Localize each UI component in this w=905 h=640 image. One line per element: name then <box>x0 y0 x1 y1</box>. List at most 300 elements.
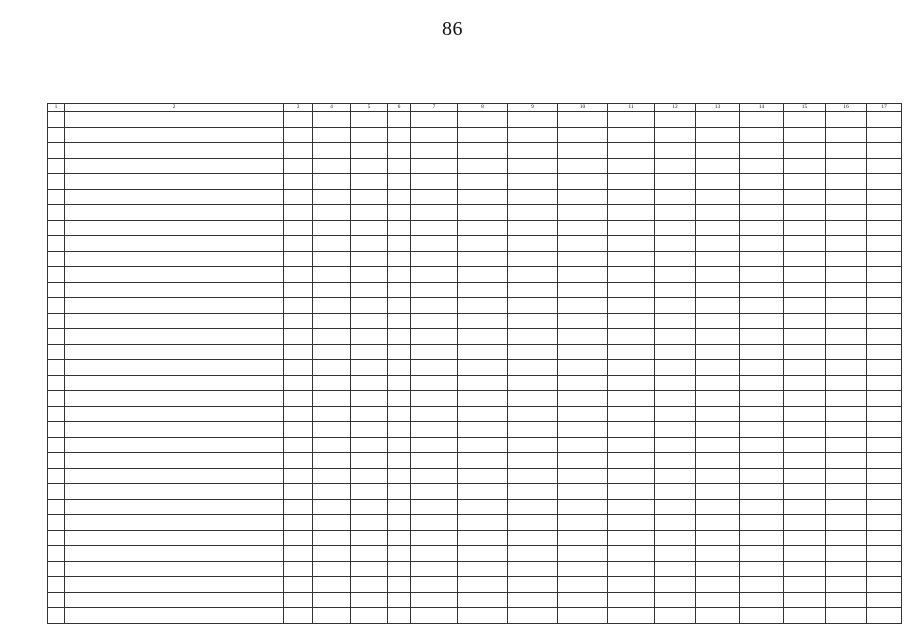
table-cell <box>608 391 655 407</box>
table-cell <box>508 468 558 484</box>
table-cell <box>826 375 867 391</box>
table-cell <box>608 251 655 267</box>
table-cell <box>65 236 284 252</box>
table-cell <box>696 158 740 174</box>
table-cell <box>655 344 696 360</box>
table-cell <box>458 391 508 407</box>
table-cell <box>608 112 655 128</box>
page-number: 86 <box>442 18 463 40</box>
table-cell <box>696 174 740 190</box>
table-cell <box>388 422 411 438</box>
table-cell <box>508 220 558 236</box>
table-cell <box>696 143 740 159</box>
table-cell <box>826 313 867 329</box>
table-cell <box>48 267 65 283</box>
table-cell <box>458 561 508 577</box>
table-cell <box>558 205 608 221</box>
table-cell <box>284 189 313 205</box>
table-cell <box>558 406 608 422</box>
table-cell <box>313 375 351 391</box>
table-cell <box>655 174 696 190</box>
table-cell <box>508 282 558 298</box>
table-cell <box>655 561 696 577</box>
table-cell <box>313 282 351 298</box>
table-cell <box>740 515 784 531</box>
table-cell <box>696 375 740 391</box>
table-cell <box>388 251 411 267</box>
table-cell <box>784 143 826 159</box>
table-cell <box>608 422 655 438</box>
table-cell <box>411 437 458 453</box>
table-cell <box>388 112 411 128</box>
table-cell <box>48 282 65 298</box>
table-cell <box>696 515 740 531</box>
table-cell <box>696 468 740 484</box>
table-cell <box>867 608 902 624</box>
table-cell <box>65 406 284 422</box>
table-cell <box>558 174 608 190</box>
table-cell <box>458 453 508 469</box>
column-number-9: 9 <box>508 104 558 112</box>
table-cell <box>826 205 867 221</box>
table-cell <box>65 112 284 128</box>
table-cell <box>411 484 458 500</box>
table-cell <box>48 484 65 500</box>
table-cell <box>313 313 351 329</box>
table-cell <box>411 530 458 546</box>
table-cell <box>608 515 655 531</box>
table-cell <box>740 205 784 221</box>
table-cell <box>388 344 411 360</box>
table-cell <box>351 329 388 345</box>
column-number-13: 13 <box>696 104 740 112</box>
table-cell <box>284 422 313 438</box>
table-cell <box>48 360 65 376</box>
table-cell <box>48 608 65 624</box>
table-cell <box>655 530 696 546</box>
table-cell <box>351 577 388 593</box>
table-cell <box>826 298 867 314</box>
table-cell <box>655 406 696 422</box>
table-cell <box>313 158 351 174</box>
table-cell <box>826 112 867 128</box>
table-cell <box>784 406 826 422</box>
table-row <box>48 375 902 391</box>
table-cell <box>867 530 902 546</box>
table-cell <box>608 546 655 562</box>
table-cell <box>458 360 508 376</box>
table-cell <box>508 298 558 314</box>
table-cell <box>313 344 351 360</box>
table-cell <box>65 484 284 500</box>
table-cell <box>740 251 784 267</box>
table-cell <box>608 329 655 345</box>
table-row <box>48 468 902 484</box>
table-cell <box>784 313 826 329</box>
table-cell <box>696 127 740 143</box>
table-cell <box>608 530 655 546</box>
table-cell <box>65 530 284 546</box>
table-cell <box>867 375 902 391</box>
table-cell <box>284 375 313 391</box>
table-row <box>48 499 902 515</box>
table-cell <box>867 344 902 360</box>
table-cell <box>284 437 313 453</box>
table-cell <box>508 127 558 143</box>
table-cell <box>388 546 411 562</box>
table-cell <box>351 112 388 128</box>
table-cell <box>411 375 458 391</box>
table-cell <box>458 267 508 283</box>
table-cell <box>508 251 558 267</box>
table-cell <box>826 546 867 562</box>
table-cell <box>784 561 826 577</box>
table-cell <box>65 468 284 484</box>
table-cell <box>65 127 284 143</box>
table-cell <box>867 158 902 174</box>
table-cell <box>458 298 508 314</box>
table-cell <box>65 344 284 360</box>
table-cell <box>655 127 696 143</box>
table-row <box>48 174 902 190</box>
table-cell <box>411 468 458 484</box>
table-cell <box>458 437 508 453</box>
table-cell <box>458 282 508 298</box>
column-number-1: 1 <box>48 104 65 112</box>
table-cell <box>65 282 284 298</box>
table-cell <box>558 530 608 546</box>
table-cell <box>284 344 313 360</box>
table-cell <box>558 375 608 391</box>
table-cell <box>284 391 313 407</box>
table-row <box>48 282 902 298</box>
table-cell <box>65 592 284 608</box>
table-cell <box>388 220 411 236</box>
table-cell <box>411 174 458 190</box>
table-cell <box>351 592 388 608</box>
table-cell <box>826 577 867 593</box>
table-row <box>48 298 902 314</box>
table-cell <box>313 205 351 221</box>
table-cell <box>388 189 411 205</box>
table-cell <box>411 360 458 376</box>
table-cell <box>388 484 411 500</box>
table-cell <box>313 406 351 422</box>
table-cell <box>784 298 826 314</box>
table-cell <box>867 422 902 438</box>
table-cell <box>388 608 411 624</box>
table-cell <box>65 453 284 469</box>
table-cell <box>313 499 351 515</box>
table-cell <box>284 267 313 283</box>
table-cell <box>313 546 351 562</box>
table-cell <box>696 360 740 376</box>
table-cell <box>388 282 411 298</box>
table-cell <box>458 484 508 500</box>
table-cell <box>351 189 388 205</box>
table-cell <box>411 561 458 577</box>
table-cell <box>784 499 826 515</box>
table-cell <box>508 267 558 283</box>
table-cell <box>655 220 696 236</box>
table-cell <box>313 422 351 438</box>
table-cell <box>558 561 608 577</box>
table-cell <box>351 220 388 236</box>
table-row <box>48 391 902 407</box>
table-cell <box>696 391 740 407</box>
table-cell <box>826 453 867 469</box>
table-row <box>48 422 902 438</box>
table-cell <box>65 143 284 159</box>
table-cell <box>558 360 608 376</box>
table-cell <box>65 205 284 221</box>
table-cell <box>411 313 458 329</box>
column-number-17: 17 <box>867 104 902 112</box>
table-cell <box>388 298 411 314</box>
table-cell <box>608 499 655 515</box>
table-cell <box>65 251 284 267</box>
table-cell <box>411 515 458 531</box>
table-cell <box>313 360 351 376</box>
table-cell <box>508 329 558 345</box>
table-cell <box>696 313 740 329</box>
table-row <box>48 515 902 531</box>
table-cell <box>65 608 284 624</box>
table-cell <box>867 406 902 422</box>
table-cell <box>740 267 784 283</box>
table-cell <box>696 484 740 500</box>
table-cell <box>48 298 65 314</box>
table-cell <box>826 220 867 236</box>
table-cell <box>458 422 508 438</box>
table-cell <box>65 391 284 407</box>
table-cell <box>508 422 558 438</box>
table-cell <box>826 437 867 453</box>
table-cell <box>284 220 313 236</box>
table-cell <box>826 360 867 376</box>
table-cell <box>867 453 902 469</box>
column-number-3: 3 <box>284 104 313 112</box>
table-cell <box>508 406 558 422</box>
column-number-14: 14 <box>740 104 784 112</box>
table-cell <box>696 592 740 608</box>
table-cell <box>826 174 867 190</box>
table-cell <box>696 546 740 562</box>
table-cell <box>558 143 608 159</box>
table-cell <box>351 391 388 407</box>
table-cell <box>284 143 313 159</box>
table-cell <box>508 530 558 546</box>
table-cell <box>826 158 867 174</box>
table-row <box>48 546 902 562</box>
table-cell <box>826 608 867 624</box>
table-cell <box>508 499 558 515</box>
table-cell <box>608 220 655 236</box>
table-cell <box>608 592 655 608</box>
table-cell <box>411 143 458 159</box>
table-cell <box>351 174 388 190</box>
table-cell <box>508 112 558 128</box>
table-cell <box>351 360 388 376</box>
table-cell <box>65 189 284 205</box>
table-cell <box>313 484 351 500</box>
table-cell <box>558 484 608 500</box>
table-cell <box>388 375 411 391</box>
table-cell <box>608 437 655 453</box>
table-cell <box>784 422 826 438</box>
table-cell <box>411 592 458 608</box>
table-cell <box>558 453 608 469</box>
table-cell <box>508 143 558 159</box>
table-cell <box>867 592 902 608</box>
table-cell <box>867 329 902 345</box>
table-cell <box>65 515 284 531</box>
table-cell <box>411 189 458 205</box>
table-cell <box>48 313 65 329</box>
table-cell <box>351 375 388 391</box>
table-cell <box>558 251 608 267</box>
table-cell <box>740 406 784 422</box>
table-cell <box>784 530 826 546</box>
table-cell <box>558 391 608 407</box>
table-cell <box>508 236 558 252</box>
table-cell <box>867 236 902 252</box>
table-cell <box>784 344 826 360</box>
table-cell <box>867 298 902 314</box>
table-cell <box>740 499 784 515</box>
table-cell <box>608 205 655 221</box>
table-cell <box>784 282 826 298</box>
table-cell <box>558 437 608 453</box>
table-cell <box>65 360 284 376</box>
table-cell <box>351 267 388 283</box>
table-cell <box>655 375 696 391</box>
table-cell <box>740 391 784 407</box>
table-cell <box>458 499 508 515</box>
table-cell <box>65 375 284 391</box>
table-cell <box>458 236 508 252</box>
table-cell <box>784 236 826 252</box>
table-cell <box>508 360 558 376</box>
table-cell <box>696 344 740 360</box>
table-cell <box>558 344 608 360</box>
table-cell <box>558 546 608 562</box>
table-cell <box>284 515 313 531</box>
table-cell <box>867 189 902 205</box>
table-row <box>48 313 902 329</box>
table-cell <box>458 205 508 221</box>
table-cell <box>458 112 508 128</box>
table-cell <box>608 189 655 205</box>
table-cell <box>458 468 508 484</box>
table-cell <box>351 205 388 221</box>
table-cell <box>867 267 902 283</box>
table-cell <box>388 313 411 329</box>
table-cell <box>48 329 65 345</box>
table-cell <box>696 205 740 221</box>
table-row <box>48 530 902 546</box>
table-cell <box>826 143 867 159</box>
table-cell <box>388 453 411 469</box>
column-number-2: 2 <box>65 104 284 112</box>
table-cell <box>867 437 902 453</box>
table-cell <box>558 158 608 174</box>
table-cell <box>508 437 558 453</box>
table-cell <box>351 515 388 531</box>
table-row <box>48 484 902 500</box>
table-cell <box>558 577 608 593</box>
table-cell <box>696 608 740 624</box>
table-cell <box>867 313 902 329</box>
table-cell <box>284 468 313 484</box>
table-cell <box>608 453 655 469</box>
column-number-12: 12 <box>655 104 696 112</box>
table-cell <box>351 546 388 562</box>
table-cell <box>655 468 696 484</box>
table-cell <box>65 499 284 515</box>
table-row <box>48 437 902 453</box>
table-cell <box>867 112 902 128</box>
table-cell <box>558 422 608 438</box>
table-cell <box>284 453 313 469</box>
table-cell <box>411 220 458 236</box>
table-cell <box>48 515 65 531</box>
table-cell <box>867 251 902 267</box>
table-cell <box>284 360 313 376</box>
table-cell <box>458 592 508 608</box>
table-cell <box>508 546 558 562</box>
table-cell <box>411 158 458 174</box>
table-cell <box>608 406 655 422</box>
table-cell <box>655 205 696 221</box>
table-cell <box>826 515 867 531</box>
table-cell <box>740 561 784 577</box>
table-cell <box>696 577 740 593</box>
table-cell <box>351 143 388 159</box>
table-cell <box>740 112 784 128</box>
table-cell <box>826 344 867 360</box>
table-cell <box>284 499 313 515</box>
table-cell <box>313 329 351 345</box>
column-number-11: 11 <box>608 104 655 112</box>
table-cell <box>48 174 65 190</box>
table-cell <box>784 205 826 221</box>
table-cell <box>313 391 351 407</box>
table-cell <box>784 267 826 283</box>
table-cell <box>388 174 411 190</box>
table-cell <box>284 561 313 577</box>
table-cell <box>867 515 902 531</box>
table-cell <box>388 360 411 376</box>
table-cell <box>48 127 65 143</box>
table-cell <box>48 143 65 159</box>
table-cell <box>696 422 740 438</box>
table-cell <box>784 608 826 624</box>
table-cell <box>740 468 784 484</box>
table-cell <box>313 577 351 593</box>
table-cell <box>411 422 458 438</box>
table-cell <box>826 236 867 252</box>
table-cell <box>608 468 655 484</box>
table-cell <box>48 205 65 221</box>
table-cell <box>655 189 696 205</box>
table-row <box>48 267 902 283</box>
table-cell <box>740 375 784 391</box>
table-cell <box>388 530 411 546</box>
table-cell <box>351 313 388 329</box>
table-cell <box>411 391 458 407</box>
table-cell <box>508 313 558 329</box>
